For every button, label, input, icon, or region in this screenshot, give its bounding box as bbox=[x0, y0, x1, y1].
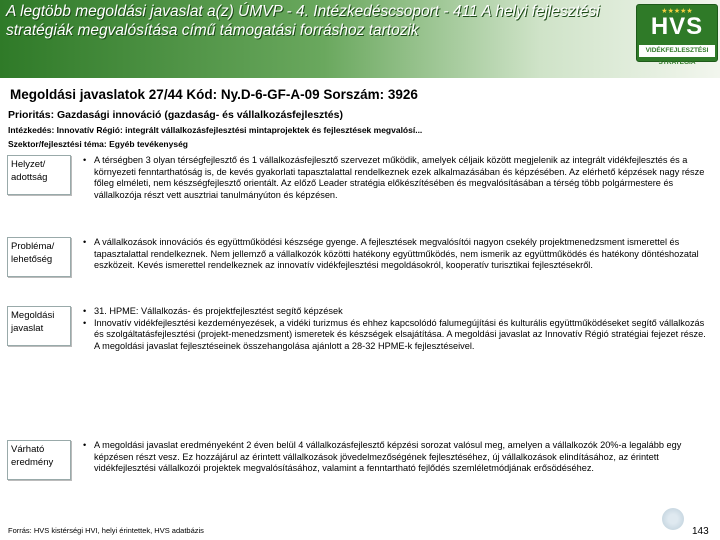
bullet-item: • 31. HPME: Vállalkozás- és projektfejlesztést segítő képzések bbox=[81, 306, 711, 318]
page-badge-icon bbox=[662, 508, 684, 530]
row-body bbox=[81, 306, 711, 353]
row-situation bbox=[7, 155, 713, 235]
header-title: A legtöbb megoldási javaslat a(z) ÚMVP - 4. Intézkedéscsoport - 411 A helyi fejlesztési stratégiák megvalósítása című támogatási forráshoz tartozik bbox=[6, 3, 600, 39]
row-label: Probléma/ lehetőség bbox=[7, 237, 71, 277]
row-label: Helyzet/ adottság bbox=[7, 155, 71, 195]
bullet-item: • Innovatív vidékfejlesztési kezdeményezések, a vidéki turizmus és ehhez kapcsolódó falumegújítási és kulturális együttműködéseket segítő vállalkozás és szolgáltatásfejlesztési (projekt-menedzsment) ismeretek és készségek elsajátítása. A megoldási javaslat az Innovatív Régió stratégiai fejezet része. A megoldási javaslat fejlesztéseinek összehangolása ajánlott a 28-32 HPME-k fejlesztéseivel. bbox=[81, 318, 711, 353]
logo-subtitle: VIDÉKFEJLESZTÉSI STRATÉGIA bbox=[639, 45, 715, 57]
priority-line: Prioritás: Gazdasági innováció (gazdaság- és vállalkozásfejlesztés) bbox=[8, 109, 343, 121]
row-solution bbox=[7, 306, 713, 386]
page-number: 143 bbox=[692, 526, 709, 537]
stars-icon: ★★★★★ bbox=[661, 8, 693, 15]
row-body bbox=[81, 237, 711, 272]
logo-text: HVS bbox=[650, 13, 704, 40]
row-body bbox=[81, 155, 711, 202]
row-label: Várható eredmény bbox=[7, 440, 71, 480]
bullet-item: • A megoldási javaslat eredményeként 2 éven belül 4 vállalkozásfejlesztő képzési sorozat valósul meg, amelyen a vállalkozók 20%-a legalább egy képzésen részt vesz. Ez hozzájárul az érintett vállalkozások jövedelmezőségének fejlesztéséhez, új vállalkozások elindításához, az érintett vidékfejlesztési vállalkozói projektek megvalósításához, valamint a fenntartható fejlődés szemléletmódjának erősödéséhez. bbox=[81, 440, 711, 475]
hvs-logo bbox=[636, 4, 718, 66]
row-problem bbox=[7, 237, 713, 297]
page-title: Megoldási javaslatok 27/44 Kód: Ny.D-6-GF-A-09 Sorszám: 3926 bbox=[10, 87, 418, 102]
bullet-item: • A térségben 3 olyan térségfejlesztő és 1 vállalkozásfejlesztő szervezet működik, amelyek céljaik között megjelenik az integrált vidékfejlesztés és a környezeti fenntarthatóság is, de kevés gyakorlati tapasztalattal rendelkeznek ezek alkalmazásában és képzésében. Az elérhető képzések nagy része főleg elméleti, nem készségfejlesztő orientált. Az előző Leader stratégia előkészítésében és megvalósításában a térség több polgármestere és vállalkozója részt vett ausztriai tanulmányúton és képzésen. bbox=[81, 155, 711, 202]
header-banner bbox=[0, 0, 720, 78]
row-result bbox=[7, 440, 713, 500]
row-body bbox=[81, 440, 711, 475]
measure-line: Intézkedés: Innovatív Régió: integrált vállalkozásfejlesztési mintaprojektek és fejlesztések megvalósí... bbox=[8, 125, 423, 135]
row-label: Megoldási javaslat bbox=[7, 306, 71, 346]
source-note: Forrás: HVS kistérségi HVI, helyi érintettek, HVS adatbázis bbox=[8, 526, 204, 535]
bullet-item: • A vállalkozások innovációs és együttműködési készsége gyenge. A fejlesztések megvalósítói nagyon csekély projektmenedzsment ismerettel és tapasztalattal rendelkeznek. Nem jellemző a vállalkozók közötti hatékony együttműködés, nem ismerik az együttműködés és hatékony döntéshozatal eszközeit. Kevés ismerettel rendelkeznek az innovatív vidékfejlesztési megoldásokról, kooperatív turisztikai fejlesztésekről. bbox=[81, 237, 711, 272]
sector-line: Szektor/fejlesztési téma: Egyéb tevékenység bbox=[8, 139, 188, 149]
